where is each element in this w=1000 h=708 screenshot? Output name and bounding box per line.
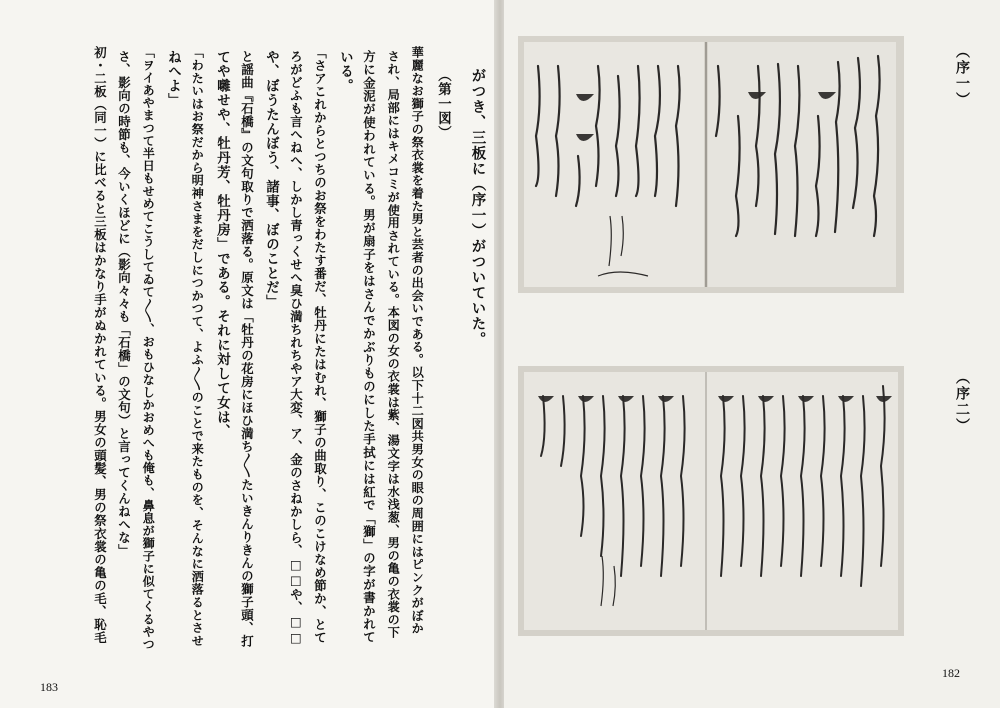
text-column: ねへよ」 [165,50,182,108]
text-column: いる。 [337,50,354,94]
text-column: や、ぼうたんぼう、諸事、ぼのことだ」 [263,50,280,310]
text-column: がつき、三板に（序一）がついていた。 [469,68,487,347]
figure-label-bottom: （序二） [954,370,970,434]
text-column: 初・二板（同一）に比べると三板はかなり手がぬかれている。男女の頭髪、男の祭衣裳の亀の毛、恥毛 [92,46,108,644]
text-column: 華麗なお獅子の祭衣裳を着た男と芸者の出会いである。以下十二図共男女の眼の周囲にはピンクがぼか [410,46,425,635]
text-column: てや囃せや、牡丹芳、牡丹房」である。それに対して女は、 [214,50,231,439]
text-column: され、局部にはキメコミが使用されている。本図の女の衣裳は紫、湯文字は水浅葱、男の亀の衣裳の下 [386,50,401,639]
text-column: さ、影向の時節も、今いくほどに（影向々々も「石橋」の文句）と言ってくんねへな」 [116,50,132,557]
figure-label-top: （序一） [954,44,970,108]
page-number: 182 [942,666,960,680]
text-column: 方に金泥が使われている。男が扇子をはさんでかぶりものにした手拭には紅で「獅」の字が書かれて [361,50,377,644]
manuscript-image [518,36,904,293]
manuscript-photo-bottom [518,366,904,636]
text-column: 「ヲイあやまつて半日もせめてこうしてゐて〳〵、おもひなしかおめへも俺も、鼻息が獅子に似てくるやつ [141,46,156,651]
right-page [504,0,1000,708]
text-column: 「さアこれからとつちのお祭をわたす番だ、牡丹にたはむれ、獅子の曲取り、このこけなめ節か、とて [312,46,328,644]
text-column: 「わたいはお祭だから明神さまをだしにつかつて、よふ〳〵のことで来たものを、そんなに洒落るとさせ [190,46,205,647]
page-number: 183 [40,680,58,694]
text-column: ろがどふも言へねへ、しかし青っくせへ臭ひ満ちれちやア大変、ア、金のさねかしら、□□や、□□ [288,50,304,646]
left-page [0,0,496,708]
text-column: と謡曲『石橋』の文句取りで洒落る。原文は「牡丹の花房にほひ満ち〳〵たいきんりきんの獅子頭、打 [239,50,255,648]
manuscript-photo-top [518,36,904,293]
figure-caption: （第一図） [435,68,452,140]
manuscript-image [518,366,904,636]
